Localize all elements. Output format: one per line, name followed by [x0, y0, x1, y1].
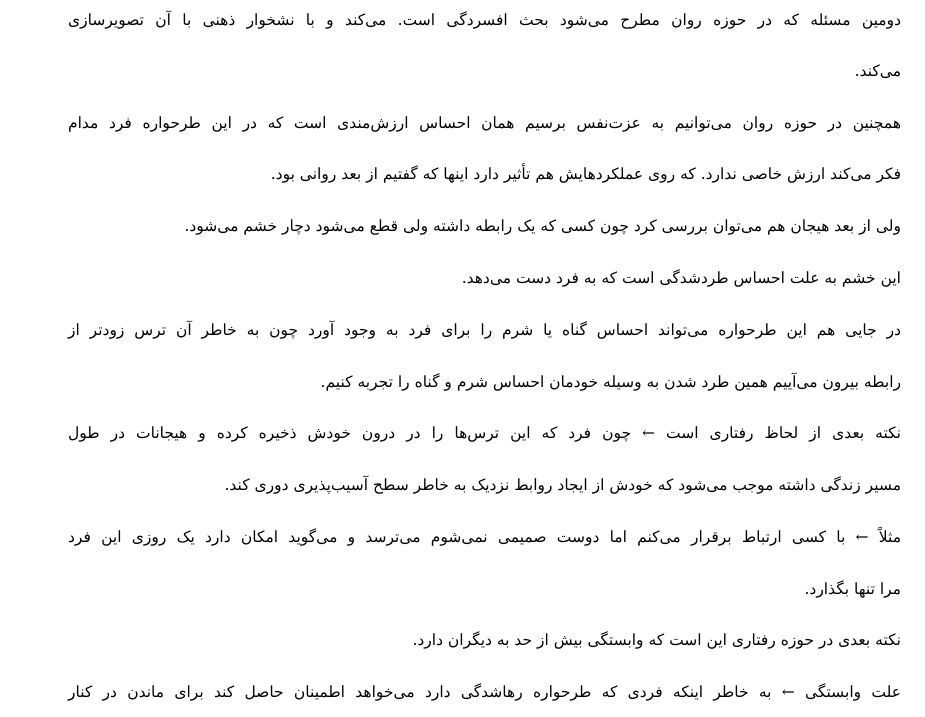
paragraph-6-line-2: مسیر زندگی داشته موجب می‌شود که خودش از ایجاد روابط نزدیک به خاطر سطح آسیب‌پذیری دوری کند.	[224, 476, 901, 494]
paragraph-4-line-1: این خشم به علت احساس طردشدگی است که به فرد دست می‌دهد.	[461, 269, 901, 287]
paragraph-1-line-1: دومین مسئله که در حوزه روان مطرح می‌شود بحث افسردگی است. می‌کند و با نشخوار ذهنی با آن تصویرسازی	[68, 11, 901, 29]
paragraph-7-line-1: مثلاً ← با کسی ارتباط برقرار می‌کنم اما دوست صمیمی نمی‌شوم می‌ترسد و می‌گوید امکان دارد یک روزی این فرد	[68, 528, 901, 546]
paragraph-3-line-1: ولی از بعد هیجان هم می‌توان بررسی کرد چون کسی که یک رابطه داشته ولی قطع می‌شود دچار خشم می‌شود.	[184, 217, 901, 235]
paragraph-7-line-2: مرا تنها بگذارد.	[804, 580, 901, 598]
paragraph-5-line-1: در جایی هم این طرحواره می‌تواند احساس گناه یا شرم را برای فرد به وجود آورد چون به خاطر آن ترس زودتر از	[68, 321, 901, 339]
paragraph-1-line-2: می‌کند.	[854, 62, 901, 80]
paragraph-6-line-1: نکته بعدی از لحاظ رفتاری است ← چون فرد که این ترس‌ها را در درون خودش ذخیره کرده و هیجانات در طول	[68, 424, 901, 442]
paragraph-2-line-2: فکر می‌کند ارزش خاصی ندارد. که روی عملکردهایش هم تأثیر دارد اینها که گفتیم از بعد روانی بود.	[270, 165, 901, 183]
paragraph-9-line-1: علت وابستگی ← به خاطر اینکه فردی که طرحواره رهاشدگی دارد می‌خواهد اطمینان حاصل کند برای ماندن در کنار	[68, 683, 901, 701]
paragraph-2-line-1: همچنین در حوزه روان می‌توانیم به عزت‌نفس برسیم همان احساس ارزش‌مندی است که در این طرحواره فرد مدام	[68, 114, 901, 132]
paragraph-5-line-2: رابطه بیرون می‌آییم همین طرد شدن به وسیله خودمان احساس شرم و گناه را تجربه کنیم.	[320, 373, 901, 391]
paragraph-8-line-1: نکته بعدی در حوزه رفتاری این است که وابستگی بیش از حد به دیگران دارد.	[412, 631, 901, 649]
